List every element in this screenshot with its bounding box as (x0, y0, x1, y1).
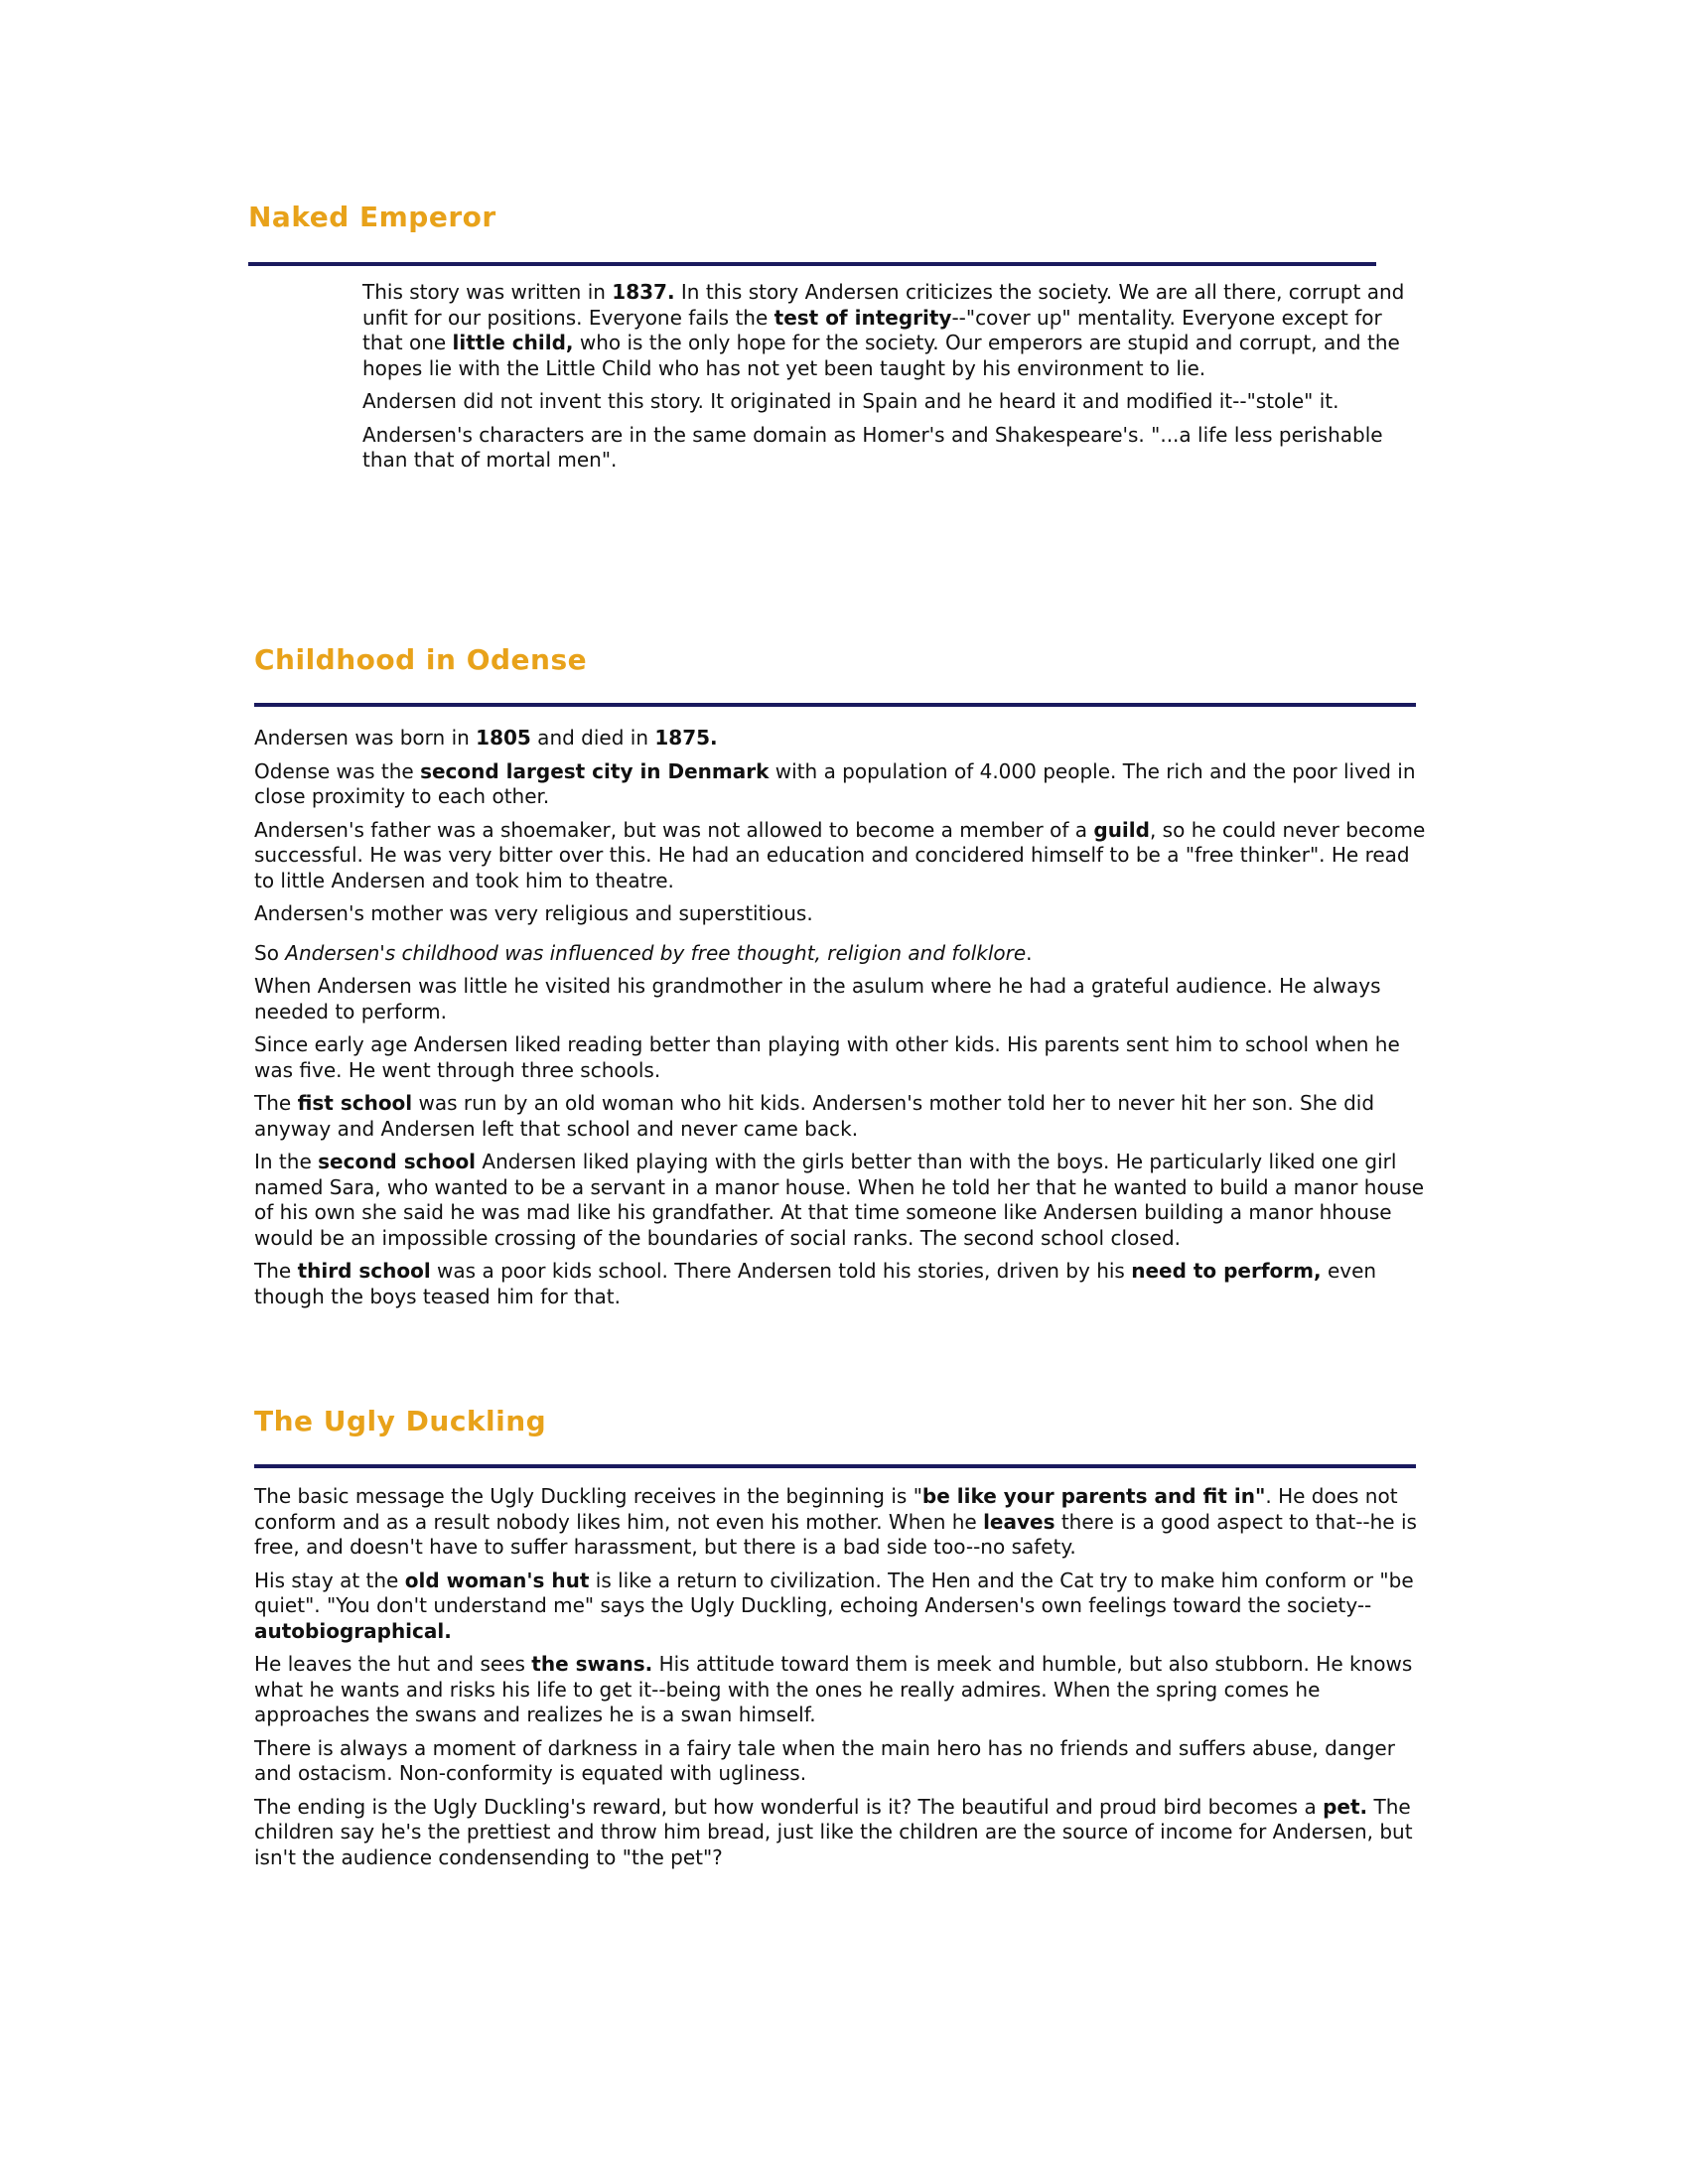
bold-text: leaves (983, 1509, 1055, 1534)
text-run: and died in (530, 726, 655, 750)
section-divider (248, 262, 1376, 266)
text-run: Andersen's mother was very religious and superstitious. (254, 901, 813, 925)
text-run: with a population of 4.000 people. The rich and the poor lived in close proximity to each other. (254, 758, 1416, 808)
paragraph (362, 280, 1425, 381)
section-body (254, 726, 1436, 1317)
text-run: This story was written in (362, 280, 613, 304)
text-run: The ending is the Ugly Duckling's reward, but how wonderful is it? The beautiful and proud bird becomes a (254, 1794, 1324, 1819)
bold-text: guild (1093, 817, 1150, 842)
section-divider (254, 1464, 1416, 1468)
text-run: His stay at the (254, 1568, 405, 1592)
text-run: The (254, 1259, 298, 1283)
bold-text: need to perform, (1131, 1259, 1322, 1283)
section-body (362, 280, 1425, 481)
text-run: who is the only hope for the society. Our emperors are stupid and corrupt, and the hopes lie with the Little Child who has not yet been taught by his environment to lie. (362, 331, 1400, 380)
section-heading-naked-emperor: Naked Emperor (248, 201, 496, 233)
text-run: was a poor kids school. There Andersen told his stories, driven by his (430, 1259, 1132, 1283)
text-run: There is always a moment of darkness in a fairy tale when the main hero has no friends and suffers abuse, danger and ostacism. Non-conformity is equated with ugliness. (254, 1735, 1395, 1785)
paragraph (254, 1736, 1436, 1787)
paragraph (254, 1091, 1436, 1142)
text-run: Andersen's father was a shoemaker, but was not allowed to become a member of a (254, 817, 1094, 842)
text-run: . (1026, 940, 1033, 965)
text-run: Andersen liked playing with the girls better than with the boys. He particularly liked one girl named Sara, who wanted to be a servant in a manor house. When he told her that he wanted to build a manor house of his own she said he was mad like his grandfather. At that time someone like Andersen building a manor hhouse would be an impossible crossing of the boundaries of social ranks. The second school closed. (254, 1150, 1425, 1250)
bold-text: second largest city in Denmark (420, 758, 770, 783)
paragraph (254, 941, 1436, 967)
text-run: Odense was the (254, 758, 421, 783)
bold-text: autobiographical. (254, 1618, 452, 1643)
paragraph (254, 1484, 1436, 1561)
text-run: Andersen was born in (254, 726, 477, 750)
text-run: Andersen's characters are in the same domain as Homer's and Shakespeare's. "...a life less perishable than that of mortal men". (362, 422, 1383, 472)
bold-text: second school (318, 1150, 477, 1173)
text-run: is like a return to civilization. The Hen and the Cat try to make him conform or "be quiet". "You don't understand me" says the Ugly Duckling, echoing Andersen's own feelings toward the society-- (254, 1568, 1414, 1617)
paragraph (254, 1569, 1436, 1645)
section-heading-childhood-in-odense: Childhood in Odense (254, 643, 588, 676)
paragraph (254, 818, 1436, 894)
text-run: there is a good aspect to that--he is free, and doesn't have to suffer harassment, but there is a bad side too--no safety. (254, 1509, 1417, 1559)
bold-text: fist school (297, 1091, 413, 1115)
text-run: So (254, 940, 286, 965)
section-body (254, 1484, 1436, 1878)
section-divider (254, 703, 1416, 707)
text-run: His attitude toward them is meek and humble, but also stubborn. He knows what he wants and risks his life to get it--being with the ones he really admires. When the spring comes he approaches the swans and realizes he is a swan himself. (254, 1652, 1413, 1726)
paragraph (254, 1032, 1436, 1083)
text-run: Andersen did not invent this story. It originated in Spain and he heard it and modified it--"stole" it. (362, 389, 1339, 413)
bold-text: old woman's hut (404, 1568, 590, 1592)
paragraph (254, 1259, 1436, 1309)
bold-text: little child, (452, 331, 574, 354)
paragraph (254, 974, 1436, 1024)
paragraph (362, 389, 1425, 415)
section-heading-ugly-duckling: The Ugly Duckling (254, 1405, 547, 1437)
text-run: In the (254, 1150, 319, 1173)
text-run: Since early age Andersen liked reading better than playing with other kids. His parents sent him to school when he was five. He went through three schools. (254, 1032, 1400, 1082)
paragraph (254, 759, 1436, 810)
bold-text: 1805 (476, 726, 531, 750)
text-run: In this story Andersen criticizes the society. We are all there, corrupt and unfit for our positions. Everyone fails the (362, 280, 1405, 330)
text-run: The (254, 1091, 298, 1115)
paragraph (254, 1652, 1436, 1728)
text-run: The basic message the Ugly Duckling receives in the beginning is " (254, 1484, 922, 1508)
text-run: . He does not conform and as a result nobody likes him, not even his mother. When he (254, 1484, 1398, 1534)
text-run: even though the boys teased him for that. (254, 1259, 1377, 1308)
bold-text: 1837. (612, 280, 675, 304)
bold-text: test of integrity (774, 305, 952, 330)
bold-text: pet. (1323, 1794, 1368, 1819)
text-run: The children say he's the prettiest and throw him bread, just like the children are the source of income for Andersen, but isn't the audience condensending to "the pet"? (254, 1794, 1413, 1869)
paragraph (362, 423, 1425, 474)
text-run: He leaves the hut and sees (254, 1652, 532, 1676)
paragraph (254, 1150, 1436, 1251)
paragraph (254, 726, 1436, 751)
text-run: , so he could never become successful. He was very bitter over this. He had an education and concidered himself to be a "free thinker". He read to little Andersen and took him to theatre. (254, 817, 1426, 892)
text-run: was run by an old woman who hit kids. Andersen's mother told her to never hit her son. She did anyway and Andersen left that school and never came back. (254, 1091, 1375, 1141)
bold-text: the swans. (531, 1652, 653, 1676)
bold-text: 1875. (654, 726, 718, 750)
bold-text: third school (297, 1259, 431, 1283)
paragraph (254, 1795, 1436, 1871)
italic-text: Andersen's childhood was influenced by free thought, religion and folklore (285, 940, 1027, 965)
text-run: When Andersen was little he visited his grandmother in the asulum where he had a grateful audience. He always needed to perform. (254, 974, 1381, 1024)
text-run: --"cover up" mentality. Everyone except for that one (362, 305, 1382, 354)
paragraph (254, 901, 1436, 927)
bold-text: be like your parents and fit in" (921, 1484, 1266, 1508)
